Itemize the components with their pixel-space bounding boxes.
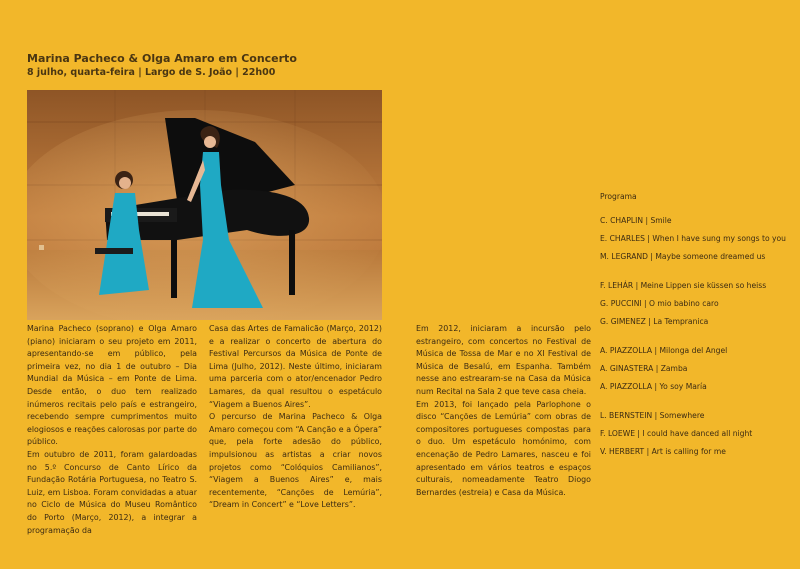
bio-column-2 <box>209 323 382 512</box>
concert-date-venue: 8 julho, quarta-feira | Largo de S. João | 22h00 <box>27 67 276 78</box>
bio-column-1 <box>27 323 197 537</box>
bio-column-3 <box>416 323 591 499</box>
bio-paragraph: Em outubro de 2011, foram galardoadas no 5.º Concurso de Canto Lírico da Fundação Rotária Portuguesa, no Teatro S. Luiz, em Lisboa. Foram convidadas a atuar no Ciclo de Música do Museu Romântico do Porto (Março, 2012), a integrar a programação da <box>27 449 197 535</box>
program-item: A. PIAZZOLLA | Milonga del Angel <box>600 346 728 355</box>
program-item: F. LOEWE | I could have danced all night <box>600 429 753 438</box>
program-group <box>600 280 790 328</box>
program-item: C. CHAPLIN | Smile <box>600 216 672 225</box>
program-item: M. LEGRAND | Maybe someone dreamed us <box>600 252 766 261</box>
bio-paragraph: O percurso de Marina Pacheco & Olga Amaro começou com “A Canção e a Ópera” que, pela forte adesão do público, impulsionou as artistas a criar novos projetos como “Colóquios Camilianos”, “Viagem a Buenos Aires” e, mais recentemente, “Canções de Lemúria”, “Dream in Concert” e “Love Letters”. <box>209 412 382 510</box>
bio-paragraph: Marina Pacheco (soprano) e Olga Amaro (piano) iniciaram o seu projeto em 2011, apresentando-se em público, pela primeira vez, no dia 1 de outubro – Dia Mundial da Música – em Ponte de Lima. Desde então, o duo tem realizado inúmeros recitais pelo país e estrangeiro, recebendo sempre cumprimentos muito elogiosos e reações calorosas por parte do público. <box>27 324 197 447</box>
program-group <box>600 345 790 393</box>
program-group <box>600 215 790 263</box>
program-item: A. PIAZZOLLA | Yo soy María <box>600 382 707 391</box>
concert-title: Marina Pacheco & Olga Amaro em Concerto <box>27 52 297 65</box>
concert-photo <box>27 90 382 320</box>
program-item: A. GINASTERA | Zamba <box>600 364 688 373</box>
program-item: G. PUCCINI | O mio babino caro <box>600 299 719 308</box>
bio-paragraph: Em 2013, foi lançado pela Parlophone o disco “Canções de Lemúria” com obras de compositores portugueses compostas para o duo. Um espetáculo homónimo, com encenação de Pedro Lamares, nasceu e foi apresentado em vários teatros e espaços culturais, nomeadamente Teatro Diogo Bernardes (estreia) e Casa da Música. <box>416 399 591 497</box>
concert-photo-illustration <box>27 90 382 320</box>
bio-paragraph: Casa das Artes de Famalicão (Março, 2012) e a realizar o concerto de abertura do Festival Percursos da Música de Ponte de Lima (Julho, 2012). Neste último, iniciaram uma parceria com o ator/encenador Pedro Lamares, da qual resultou o espetáculo “Viagem a Buenos Aires”. <box>209 324 382 409</box>
program-list <box>600 191 790 475</box>
program-item: F. LEHÁR | Meine Lippen sie küssen so heiss <box>600 281 767 290</box>
program-item: L. BERNSTEIN | Somewhere <box>600 411 705 420</box>
concert-header <box>27 52 387 80</box>
bio-paragraph: Em 2012, iniciaram a incursão pelo estrangeiro, com concertos no Festival de Música de Tossa de Mar e no XI Festival de Música de Besalú, em Espanha. Também nesse ano estrearam-se na Casa da Música num Recital na Sala 2 que teve casa cheia. <box>416 324 591 396</box>
program-group <box>600 410 790 458</box>
program-item: G. GIMENEZ | La Tempranica <box>600 317 709 326</box>
program-item: E. CHARLES | When I have sung my songs to you <box>600 234 786 243</box>
program-heading: Programa <box>600 192 637 201</box>
program-item: V. HERBERT | Art is calling for me <box>600 447 726 456</box>
